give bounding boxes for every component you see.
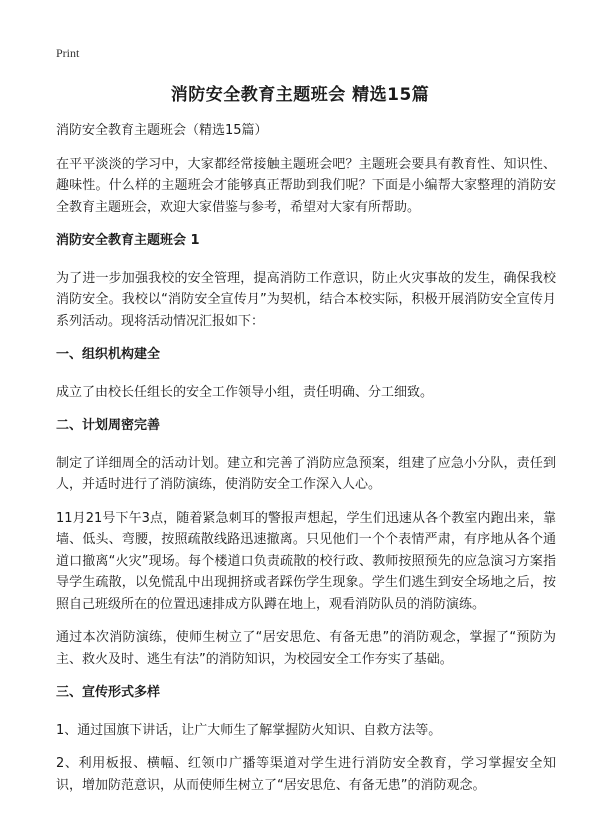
print-link[interactable]: Print [56,46,80,60]
document-subtitle: 消防安全教育主题班会（精选15篇） [56,123,268,138]
paragraph-1: 为了进一步加强我校的安全管理，提高消防工作意识，防止火灾事故的发生，确保我校消防安全。我校以“消防安全宣传月”为契机，结合本校实际，积极开展消防安全宣传月系列活动。现将活动情况汇报如下： [56,270,556,329]
paragraph-6: 1、通过国旗下讲话，让广大师生了解掌握防火知识、自救方法等。 [56,722,442,738]
heading-3: 三、宣传形式多样 [56,685,161,700]
paragraph-5: 通过本次消防演练，使师生树立了“居安思危、有备无患”的消防观念，掌握了“预防为主、救火及时、逃生有法”的消防知识，为校园安全工作夯实了基础。 [56,630,556,667]
intro-paragraph: 在平平淡淡的学习中，大家都经常接触主题班会吧？主题班会要具有教育性、知识性、趣味性。什么样的主题班会才能够真正帮助到我们呢？下面是小编帮大家整理的消防安全教育主题班会，欢迎大家借鉴与参考，希望对大家有所帮助。 [56,156,556,215]
section-title: 消防安全教育主题班会 1 [56,233,200,248]
heading-1: 一、组织机构建全 [56,347,161,362]
paragraph-2: 成立了由校长任组长的安全工作领导小组，责任明确、分工细致。 [56,384,434,400]
paragraph-3: 制定了详细周全的活动计划。建立和完善了消防应急预案，组建了应急小分队，责任到人，并适时进行了消防演练，使消防安全工作深入人心。 [56,455,556,492]
document-title: 消防安全教育主题班会 精选15篇 [170,85,430,105]
heading-2: 二、计划周密完善 [56,418,161,433]
document-body [56,120,556,808]
paragraph-7: 2、利用板报、横幅、红领巾广播等渠道对学生进行消防安全教育，学习掌握安全知识，增加防范意识，从而使师生树立了“居安思危、有备无患”的消防观念。 [56,756,556,793]
paragraph-4: 11月21号下午3点，随着紧急刺耳的警报声想起，学生们迅速从各个教室内跑出来，靠墙、低头、弯腰，按照疏散线路迅速撤离。只见他们一个个表情严肃，有序地从各个通道口撤离“火灾”现场。每个楼道口负责疏散的校行政、教师按照预先的应急演习方案指导学生疏散，以免慌乱中出现拥挤或者踩伤学生现象。学生们逃生到安全场地之后，按照自己班级所在的位置迅速排成方队蹲在地上，观看消防队员的消防演练。 [56,510,556,612]
